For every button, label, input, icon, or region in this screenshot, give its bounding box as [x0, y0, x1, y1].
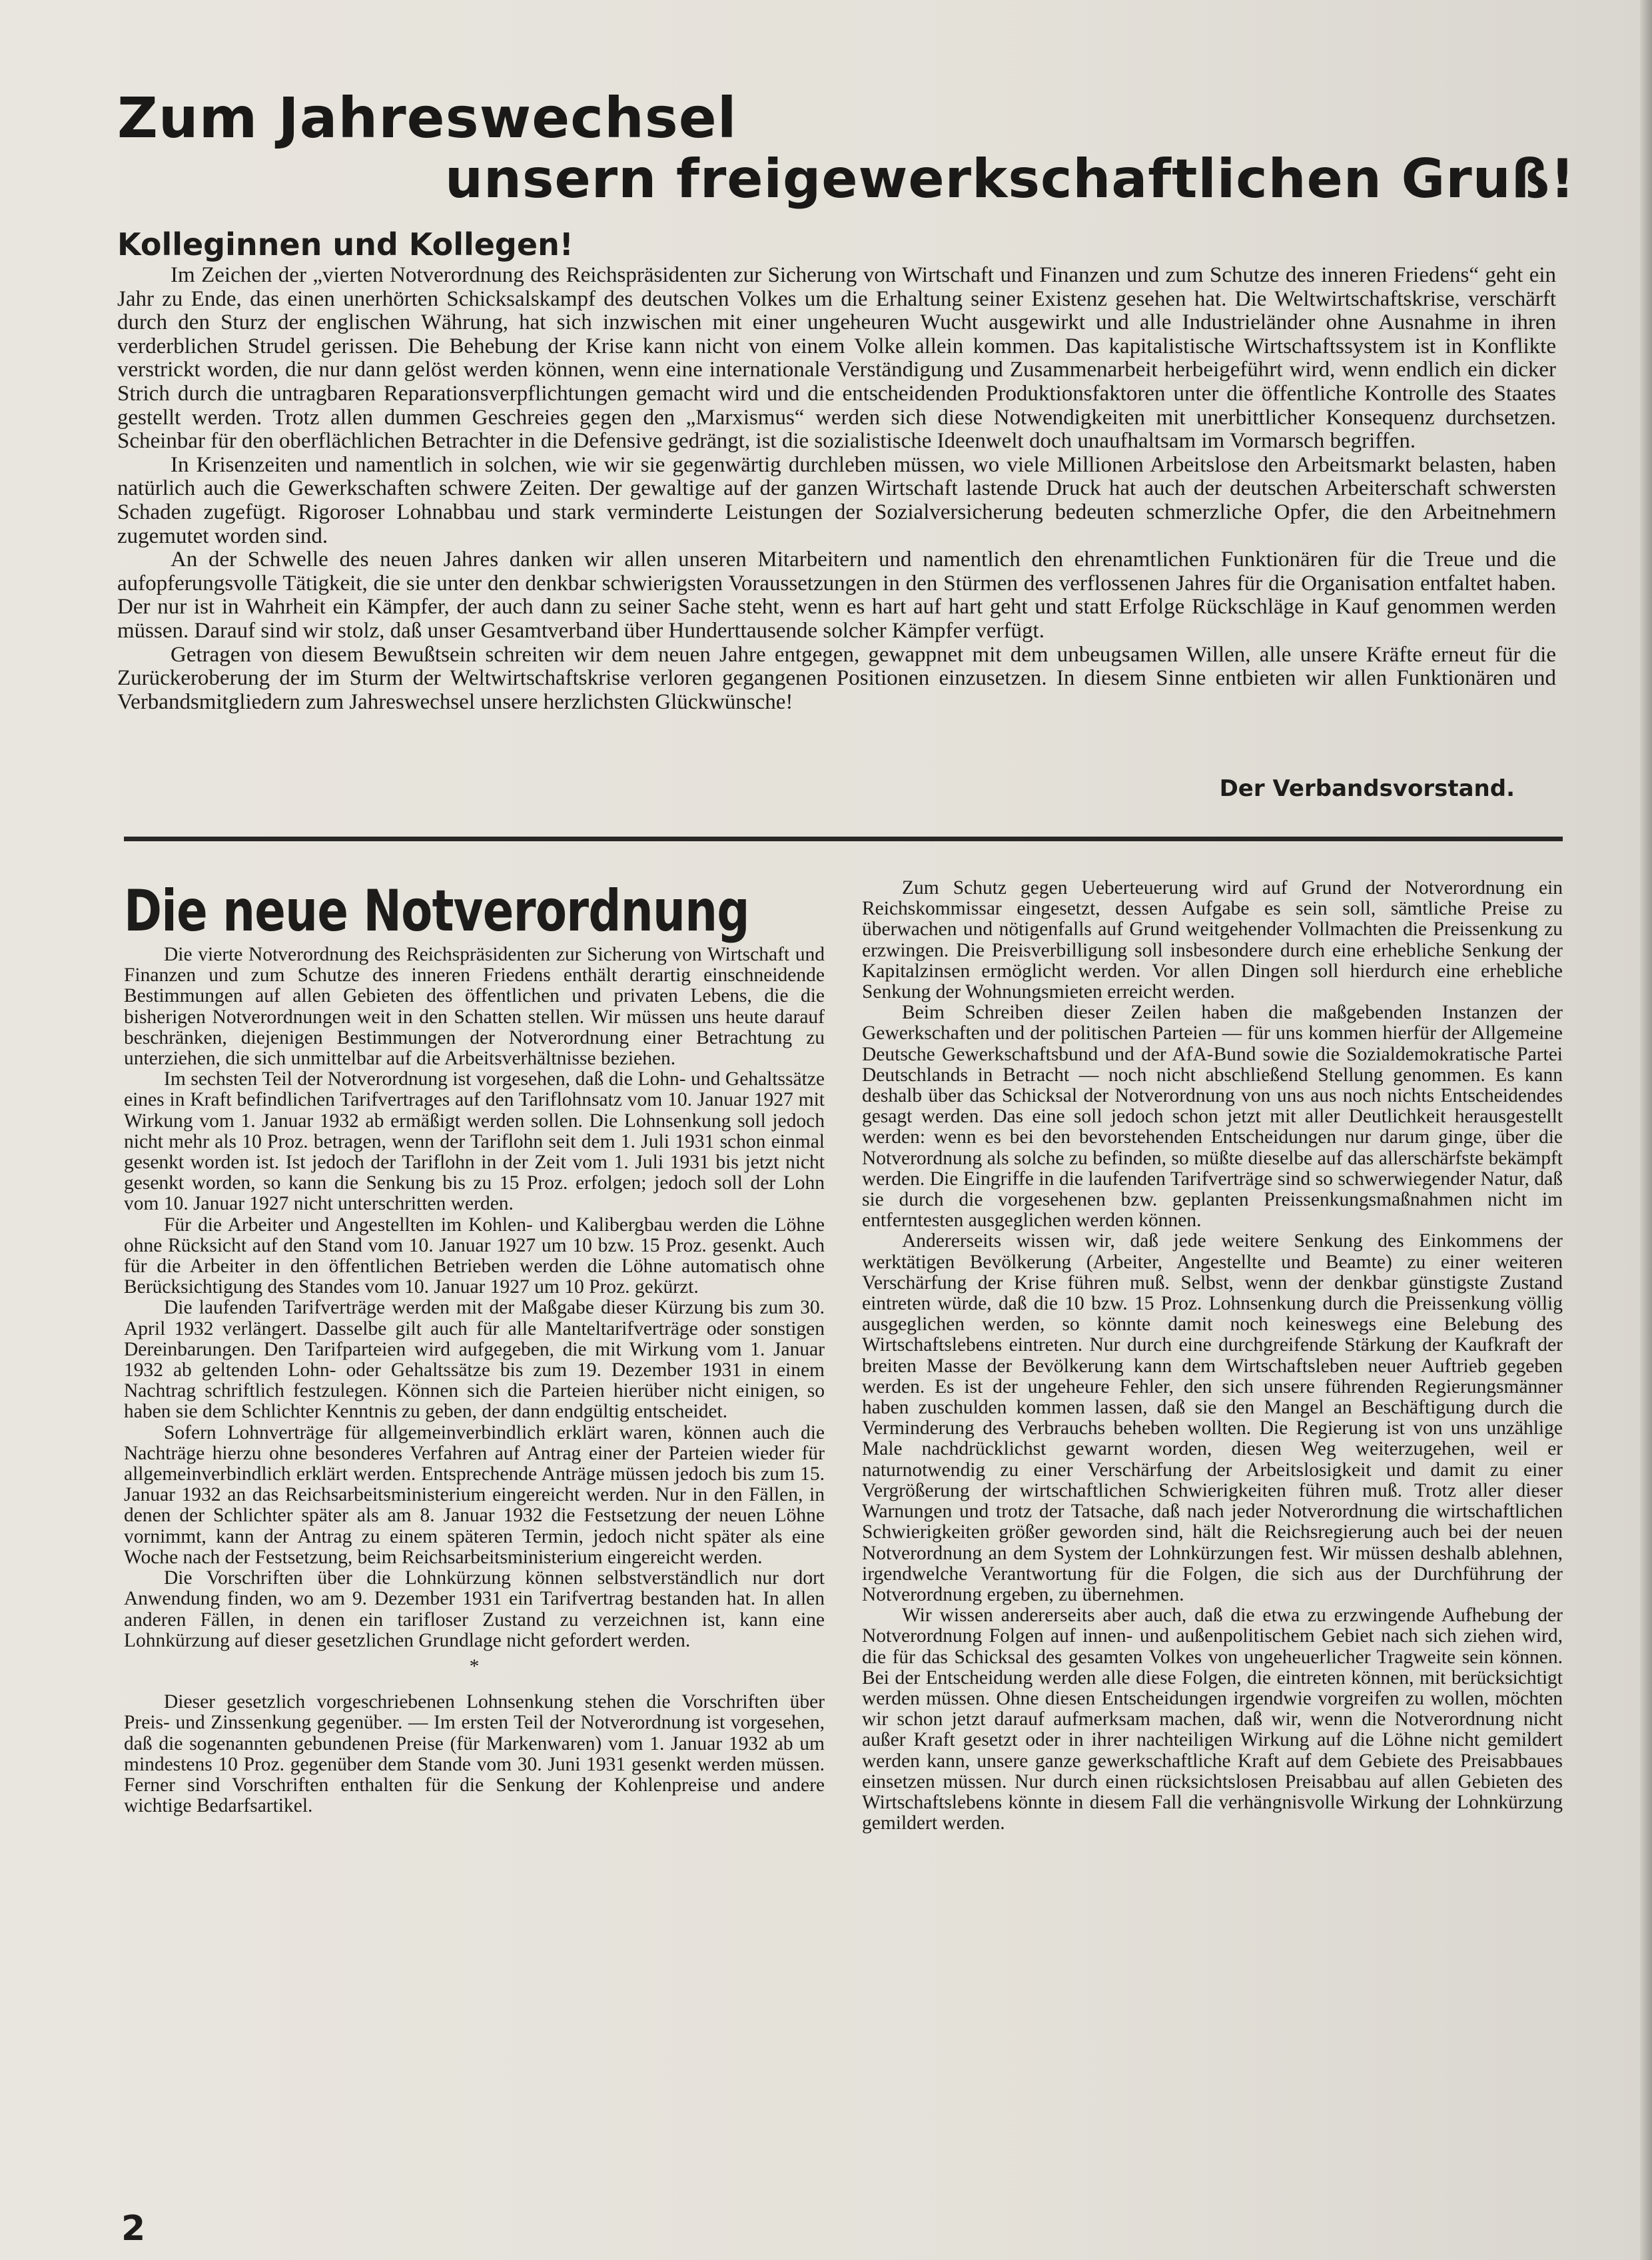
- article-paragraph: Zum Schutz gegen Ueberteuerung wird auf Grund der Notverordnung ein Reichskommissar eingesetzt, dessen Aufgabe es sein soll, sämtliche Preise zu überwachen und nötigenfalls auf Grund weitgehender Vollmachten die Preissenkung zu erzwingen. Die Preisverbilligung soll insbesondere durch eine erhebliche Senkung der Kapitalzinsen ermöglicht werden. Vor allen Dingen soll hierdurch eine erhebliche Senkung der Wohnungsmieten erreicht werden.: [862, 878, 1563, 1003]
- article-paragraph: Wir wissen andererseits aber auch, daß die etwa zu erzwingende Aufhebung der Notverordnung Folgen auf innen- und außenpolitischem Gebiet nach sich ziehen wird, die für das Schicksal des gesamten Volkes von ungeheuerlicher Tragweite sein können. Bei der Entscheidung werden alle diese Folgen, die eintreten können, mit berücksichtigt werden müssen. Ohne diesen Entscheidungen irgendwie vorgreifen zu wollen, möchten wir schon jetzt darauf aufmerksam machen, daß wir, wenn die Notverordnung nicht außer Kraft gesetzt oder in ihrer nachteiligen Wirkung auf die Löhne nicht gemildert werden kann, unsere ganze gewerkschaftliche Kraft auf dem Gebiete des Preisabbaues einsetzen müssen. Nur durch einen rücksichtslosen Preisabbau auf allen Gebieten des Wirtschaftslebens könnte in diesem Fall die verhängnisvolle Wirkung der Lohnkürzung gemildert werden.: [862, 1605, 1563, 1834]
- article-paragraph: Dieser gesetzlich vorgeschriebenen Lohnsenkung stehen die Vorschriften über Preis- und Zinssenkung gegenüber. — Im ersten Teil der Notverordnung ist vorgesehen, daß die sogenannten gebundenen Preise (für Markenwaren) vom 1. Januar 1932 ab um mindestens 10 Proz. gegenüber dem Stande vom 30. Juni 1931 gesenkt werden müssen. Ferner sind Vorschriften enthalten für die Senkung der Kohlenpreise und andere wichtige Bedarfsartikel.: [124, 1691, 825, 1817]
- section-break-asterisk: *: [469, 1655, 480, 1677]
- section-divider: [124, 837, 1563, 841]
- article-paragraph: Andererseits wissen wir, daß jede weitere Senkung des Einkommens der werktätigen Bevölkerung (Arbeiter, Angestellte und Beamte) zu einer weiteren Verschärfung der Krise führen muß. Selbst, wenn der denkbar günstigste Zustand eintreten würde, daß die 10 bzw. 15 Proz. Lohnsenkung durch die Preissenkung völlig ausgeglichen werden, so könnte damit noch keineswegs eine Belebung des Wirtschaftslebens eintreten. Nur durch eine durchgreifende Stärkung der Kaufkraft der breiten Masse der Bevölkerung kann dem Wirtschaftsleben neuer Auftrieb gegeben werden. Es ist der ungeheure Fehler, den sich unsere führenden Regierungsmänner haben zuschulden kommen lassen, daß sie den Mangel an Beschäftigung durch die Verminderung des Verbrauchs beheben wollten. Die Regierung ist von uns unzählige Male nachdrücklichst gewarnt worden, diesen Weg weiterzugehen, weil er naturnotwendig zu einer Verschärfung der Arbeitslosigkeit und damit zu einer Vergrößerung der wirtschaftlichen Schwierigkeiten führen muß. Trotz aller dieser Warnungen und trotz der Tatsache, daß nach jeder Notverordnung die wirtschaftlichen Schwierigkeiten größer geworden sind, hält die Reichsregierung auch bei der neuen Notverordnung an dem System der Lohnkürzungen fest. Wir müssen deshalb ablehnen, irgendwelche Verantwortung für die Folgen, die sich aus der Durchführung der Notverordnung ergeben, zu übernehmen.: [862, 1230, 1563, 1605]
- article-column-right: [862, 878, 1563, 2163]
- letter-paragraph: An der Schwelle des neuen Jahres danken wir allen unseren Mitarbeitern und namentlich den ehrenamtlichen Funktionären für die Treue und die aufopferungsvolle Tätigkeit, die sie unter den denkbar schwierigsten Voraussetzungen in den Stürmen des verflossenen Jahres für die Organisation entfaltet haben. Der nur ist in Wahrheit ein Kämpfer, der auch dann zu seiner Sache steht, wenn es hart auf hart geht und statt Erfolge Rückschläge in Kauf genommen werden müssen. Darauf sind wir stolz, daß unser Gesamtverband über Hunderttausende solcher Kämpfer verfügt.: [117, 548, 1556, 643]
- article-paragraph: Sofern Lohnverträge für allgemeinverbindlich erklärt waren, können auch die Nachträge hierzu ohne besonderes Verfahren auf Antrag einer der Parteien wieder für allgemeinverbindlich erklärt werden. Entsprechende Anträge müssen jedoch bis zum 15. Januar 1932 an das Reichsarbeitsministerium eingereicht werden. Nur in den Fällen, in denen der Schlichter später als am 8. Januar 1932 die Festsetzung der neuen Löhne vornimmt, kann der Antrag zu einem späteren Termin, jedoch nicht später als eine Woche nach der Festsetzung, beim Reichsarbeitsministerium eingereicht werden.: [124, 1421, 825, 1568]
- headline-line-1: Zum Jahreswechsel: [117, 85, 737, 151]
- article-paragraph: Die Vorschriften über die Lohnkürzung können selbstverständlich nur dort Anwendung finden, wo am 9. Dezember 1931 ein Tarifvertrag bestanden hat. In allen anderen Fällen, in denen ein tarifloser Zustand zu verzeichnen ist, kann eine Lohnkürzung auf dieser gesetzlichen Grundlage nicht gefordert werden.: [124, 1567, 825, 1651]
- article-column-left: [124, 944, 825, 2157]
- article-paragraph: Beim Schreiben dieser Zeilen haben die maßgebenden Instanzen der Gewerkschaften und der politischen Parteien — für uns kommen hierfür der Allgemeine Deutsche Gewerkschaftsbund und der AfA-Bund sowie die Sozialdemokratische Partei Deutschlands in Betracht — noch nicht abschließend Stellung genommen. Es kann deshalb über das Schicksal der Notverordnung von uns aus noch nichts Entscheidendes gesagt werden. Das eine soll jedoch schon jetzt mit aller Deutlichkeit herausgestellt werden: wenn es bei den bevorstehenden Entscheidungen nur darum ginge, über die Notverordnung als solche zu befinden, so müßte dieselbe auf das allerschärfste bekämpft werden. Die Eingriffe in die laufenden Tarifverträge sind so schwerwiegender Natur, daß sie durch die vorgesehenen bzw. geplanten Preissenkungsmaßnahmen nicht im entferntesten ausgeglichen werden können.: [862, 1002, 1563, 1232]
- binding-edge: [1640, 0, 1652, 2260]
- article-paragraph: Die laufenden Tarifverträge werden mit der Maßgabe dieser Kürzung bis zum 30. April 1932 verlängert. Dasselbe gilt auch für alle Manteltarifverträge oder sonstigen Dereinbarungen. Den Tarifparteien wird aufgegeben, die mit Wirkung vom 1. Januar 1932 ab geltenden Lohn- oder Gehaltssätze bis zum 19. Dezember 1931 in einem Nachtrag schriftlich festzulegen. Können sich die Parteien hierüber nicht einigen, so haben sie dem Schlichter Kenntnis zu geben, der dann endgültig entscheidet.: [124, 1297, 825, 1423]
- letter-salutation: Kolleginnen und Kollegen!: [117, 226, 574, 262]
- article-title: Die neue Notverordnung: [124, 878, 749, 944]
- headline-line-2: unsern freigewerkschaftlichen Gruß!: [445, 148, 1575, 210]
- letter-signature: Der Verbandsvorstand.: [1219, 775, 1515, 802]
- article-paragraph: Die vierte Notverordnung des Reichspräsidenten zur Sicherung von Wirtschaft und Finanzen und zum Schutze des inneren Friedens enthält derartig einschneidende Bestimmungen auf allen Gebieten des öffentlichen und privaten Lebens, die die bisherigen Notverordnungen weit in den Schatten stellen. Wir müssen uns heute darauf beschränken, diejenigen Bestimmungen der Notverordnung einer Betrachtung zu unterziehen, die sich unmittelbar auf die Arbeitsverhältnisse beziehen.: [124, 944, 825, 1070]
- article-paragraph: Für die Arbeiter und Angestellten im Kohlen- und Kalibergbau werden die Löhne ohne Rücksicht auf den Stand vom 10. Januar 1927 um 10 bzw. 15 Proz. gesenkt. Auch für die Arbeiter in den öffentlichen Betrieben werden die Löhne automatisch ohne Berücksichtigung des Standes vom 10. Januar 1927 um 10 Proz. gekürzt.: [124, 1214, 825, 1298]
- letter-paragraph: Im Zeichen der „vierten Notverordnung des Reichspräsidenten zur Sicherung von Wirtschaft und Finanzen und zum Schutze des inneren Friedens“ geht ein Jahr zu Ende, das einen unerhörten Schicksalskampf des deutschen Volkes um die Erhaltung seiner Existenz gesehen hat. Die Weltwirtschaftskrise, verschärft durch den Sturz der englischen Währung, hat sich inzwischen mit einer ungeheuren Wucht ausgewirkt und alle Industrieländer ohne Ausnahme in ihren verderblichen Strudel gerissen. Die Behebung der Krise kann nicht von einem Volke allein kommen. Das kapitalistische Wirtschaftssystem ist in Konflikte verstrickt worden, die nur dann gelöst werden können, wenn eine internationale Verständigung und Zusammenarbeit herbeigeführt wird, wenn endlich ein dicker Strich durch die untragbaren Reparationsverpflichtungen gemacht wird und die entscheidenden Produktionsfaktoren unter die öffentliche Kontrolle des Staates gestellt werden. Trotz allen dummen Geschreies gegen den „Marxismus“ werden sich diese Notwendigkeiten mit unerbittlicher Konsequenz durchsetzen. Scheinbar für den oberflächlichen Betrachter in die Defensive gedrängt, ist die sozialistische Ideenwelt doch unaufhaltsam im Vormarsch begriffen.: [117, 263, 1556, 454]
- letter-paragraph: In Krisenzeiten und namentlich in solchen, wie wir sie gegenwärtig durchleben müssen, wo viele Millionen Arbeitslose den Arbeitsmarkt belasten, haben natürlich auch die Gewerkschaften schwere Zeiten. Der gewaltige auf der ganzen Wirtschaft lastende Druck hat auch der deutschen Arbeiterschaft schwersten Schaden zugefügt. Rigoroser Lohnabbau und stark verminderte Leistungen der Sozialversicherung bedeuten schmerzliche Opfer, die den Arbeitnehmern zugemutet worden sind.: [117, 452, 1556, 548]
- article-paragraph: Im sechsten Teil der Notverordnung ist vorgesehen, daß die Lohn- und Gehaltssätze eines in Kraft befindlichen Tarifvertrages auf den Tariflohnsatz vom 10. Januar 1927 mit Wirkung vom 1. Januar 1932 ab ermäßigt werden sollen. Die Lohnsenkung soll jedoch nicht mehr als 10 Proz. betragen, wenn der Tariflohn seit dem 1. Juli 1931 schon einmal gesenkt worden ist. Ist jedoch der Tariflohn in der Zeit vom 1. Juli 1931 bis jetzt nicht gesenkt worden, so kann die Senkung bis zu 15 Proz. erfolgen; jedoch soll der Lohn vom 10. Januar 1927 nicht unterschritten werden.: [124, 1068, 825, 1215]
- letter-paragraph: Getragen von diesem Bewußtsein schreiten wir dem neuen Jahre entgegen, gewappnet mit dem unbeugsamen Willen, alle unsere Kräfte erneut für die Zurückeroberung der im Sturm der Weltwirtschaftskrise verloren gegangenen Positionen einzusetzen. In diesem Sinne entbieten wir allen Funktionären und Verbandsmitgliedern zum Jahreswechsel unsere herzlichsten Glückwünsche!: [117, 642, 1556, 714]
- letter-body: [117, 264, 1556, 714]
- page-number: 2: [121, 2209, 146, 2249]
